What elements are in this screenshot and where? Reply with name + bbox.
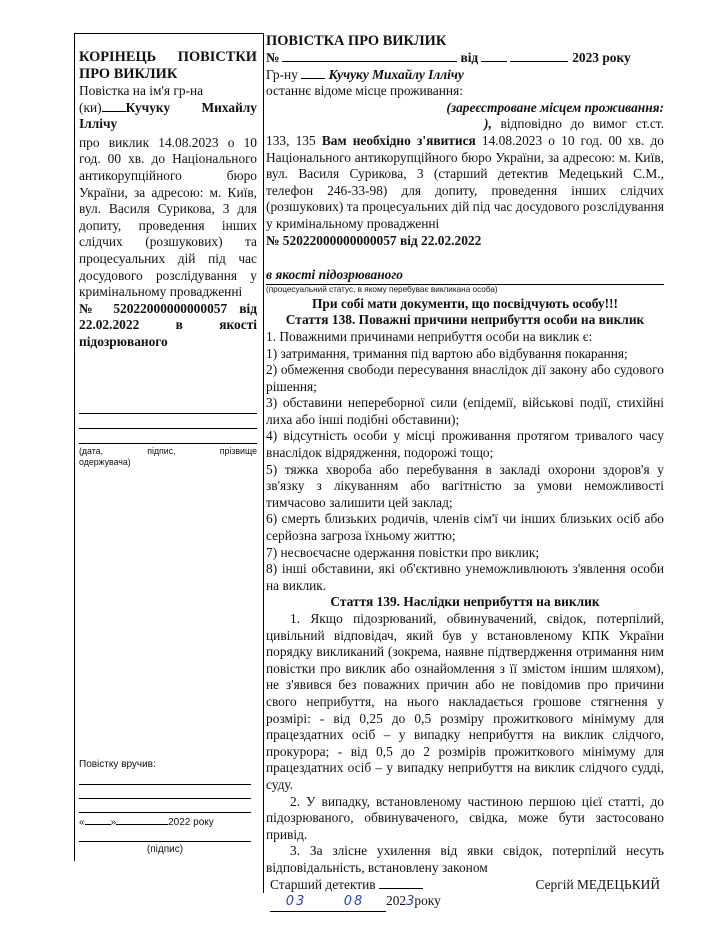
handed-date: « » 2022 року xyxy=(79,817,214,828)
status-block xyxy=(266,267,664,295)
stub-body: про виклик 14.08.2023 о 10 год. 00 хв. до Національного антикорупційного бюро України, за адресою: м. Київ, вул. Василя Сурикова, 3 для допиту, проведення інших слідчих (розшукових) та процесуальних дій під час досудового розслідування у кримінальному провадженні xyxy=(79,134,257,300)
stub-case: № 52022000000000057 від 22.02.2022 в якості підозрюваного xyxy=(79,300,257,349)
handed-line-3 xyxy=(79,799,251,813)
last-address: останнє відоме місце проживання: xyxy=(266,83,463,99)
article-139-title: Стаття 139. Наслідки неприбуття на виклик xyxy=(330,594,600,610)
signer-title: Старший детектив xyxy=(270,877,376,892)
article-138-item: 7) несвоєчасне одержання повістки про виклик; xyxy=(266,544,540,560)
summons-paragraph: ), відповідно до вимог ст.ст. 133, 135 Вам необхідно з'явитися 14.08.2023 о 10 год. 00 хв. до Національного антикорупційного бюро України, за адресою: м. Київ, вул. Василя Сурикова, 3 (старший детектив Медецький С.М., телефон 246-33-98) для допиту, проведення інших слідчих (розшукових) та процесуальних дій під час досудового розслідування у кримінальному провадженні xyxy=(266,116,665,231)
summons-number-line: № від 2023 року xyxy=(266,50,631,65)
handed-sign-caption: (підпис) xyxy=(146,844,184,855)
handed-sign-line xyxy=(79,828,251,842)
receiver-sign-caption: (дата, підпис, прізвище xyxy=(79,445,257,456)
signed-date-suffix: року xyxy=(414,893,441,908)
article-138-list xyxy=(266,329,664,595)
article-139-part-2: 2. У випадку, встановленому частиною першою цієї статті, до підозрюваного, обвинуваченого, свідка, може бути застосовано привід. xyxy=(266,793,664,842)
signed-date xyxy=(270,893,490,912)
article-138-item: 8) інші обставини, які об'єктивно унеможливлюють з'явлення особи на виклик. xyxy=(266,561,664,593)
signer-title-line xyxy=(270,877,423,894)
article-138-item: 1) затримання, тримання під вартою або відбування покарання; xyxy=(266,345,628,361)
frame-left-line xyxy=(74,33,75,861)
receiver-sign-line-1 xyxy=(79,399,257,414)
handed-block xyxy=(79,758,251,855)
receiver-sign-line-2 xyxy=(79,414,257,429)
signer-row xyxy=(270,877,660,894)
handed-line-2 xyxy=(79,785,251,799)
stub-column xyxy=(79,49,257,855)
handed-line-1 xyxy=(79,771,251,785)
handwritten-day: 03 xyxy=(270,894,322,912)
summons-column xyxy=(266,33,664,877)
stub-recipient-prefix: Повістка на ім'я гр-на xyxy=(79,83,204,98)
article-139-part-1: 1. Якщо підозрюваний, обвинувачений, свідок, потерпілий, цивільний відповідач, який був у встановленому КПК України порядку викликаний (зокрема, наявне підтвердження отримання ним повістки про виклик або ознайомлення з її змістом іншим шляхом), не з'явився без поважних причин або не повідомив про причини свого неприбуття, на нього накладається грошове стягнення у розмірі: - від 0,25 до 0,5 розміру прожиткового мінімуму для працездатних осіб – у випадку неприбуття на виклик слідчого, прокурора; - від 0,5 до 2 розмірів прожиткового мінімуму для працездатних осіб – у випадку неприбуття на виклик слідчого судді, суду. xyxy=(266,611,664,792)
receiver-sign-caption-2: одержувача) xyxy=(79,456,131,467)
article-138-title: Стаття 138. Поважні причини неприбуття особи на виклик xyxy=(285,312,645,328)
article-138-item: 5) тяжка хвороба або перебування в закладі охорони здоров'я у зв'язку з лікуванням або вагітністю за умови неможливості тимчасово залишити цей заклад; xyxy=(266,461,664,510)
summons-case: № 52022000000000057 від 22.02.2022 xyxy=(266,232,482,248)
registered-address: (зареєстроване місцем проживання: xyxy=(446,99,664,115)
stub-title: КОРІНЕЦЬ ПОВІСТКИ ПРО ВИКЛИК xyxy=(79,49,257,82)
bring-documents-notice: При собі мати документи, що посвідчують особу!!! xyxy=(312,295,618,311)
handwritten-month: 08 xyxy=(322,894,386,912)
article-138-item: 2) обмеження свободи пересування внаслідок дії закону або судового рішення; xyxy=(266,362,664,394)
receiver-sign-line-3 xyxy=(79,429,257,444)
column-divider xyxy=(263,33,264,893)
handed-label: Повістку вручив: xyxy=(79,759,156,770)
procedural-status: в якості підозрюваного xyxy=(266,267,664,285)
article-138-item: 4) відсутність особи у місці проживання протягом тривалого часу внаслідок відрядження, подорожі тощо; xyxy=(266,428,664,461)
article-138-item: 3) обставини непереборної сили (епідемії, військові події, стихійні лиха або інші подібні обставини); xyxy=(266,395,664,427)
signer-name: Сергій МЕДЕЦЬКИЙ xyxy=(535,877,660,892)
article-138-item: 6) смерть близьких родичів, членів сім'ї чи інших близьких осіб або серйозна загроза їхньому життю; xyxy=(266,511,664,544)
procedural-status-caption: (процесуальний статус, в якому перебуває викликана особа) xyxy=(266,284,498,294)
receiver-signature-block xyxy=(79,399,257,468)
summons-title: ПОВІСТКА ПРО ВИКЛИК xyxy=(266,33,447,49)
article-138-item: 1. Поважними причинами неприбуття особи на виклик є: xyxy=(266,328,593,344)
article-139-part-3: 3. За злісне ухилення від явки свідок, потерпілий несуть відповідальність, встановлену законом xyxy=(266,843,664,875)
signed-date-year: 2023 xyxy=(386,893,415,909)
summons-recipient: Гр-ну Кучуку Михайлу Іллічу xyxy=(266,66,464,82)
frame-top-line xyxy=(74,33,264,34)
stub-recipient: (ки) Кучуку Михайлу Іллічу xyxy=(79,99,257,132)
